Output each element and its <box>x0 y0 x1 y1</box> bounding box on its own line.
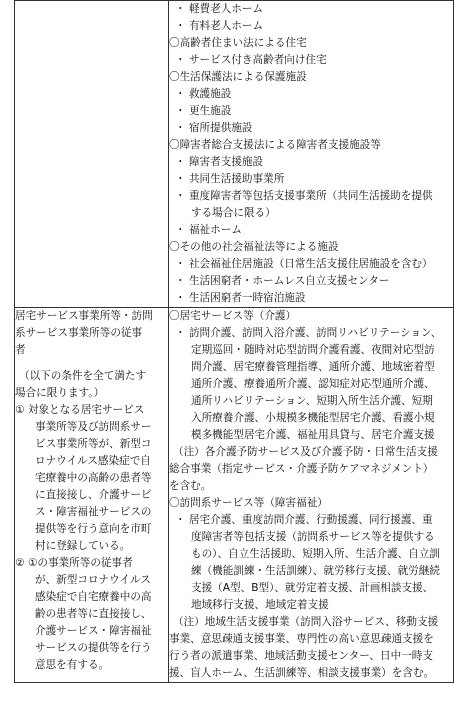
list-item: もの）、自立生活援助、短期入所、生活介護、自立訓 <box>191 548 440 560</box>
condition-item: 提供等を行う意向を市町 <box>35 523 152 535</box>
section-heading: 〇訪問系サービス等（障害福祉） <box>169 497 328 509</box>
list-item: 地域移行支援、地域定着支援 <box>191 599 329 611</box>
list-item: 度障害者等包括支援（訪問系サービス等を提供する <box>191 531 435 543</box>
list-item: 通所リハビリテーション、短期入所生活介護、短期 <box>191 395 433 407</box>
list-item: ・ 生活困窮者一時宿泊施設 <box>175 292 306 304</box>
list-item: 入所療養介護、小規模多機能型居宅介護、看護小規 <box>191 412 435 424</box>
note-text: 総合事業（指定サービス・介護予防ケアマネジメント） <box>169 463 434 475</box>
condition-item: が、新型コロナウイルス <box>35 574 151 586</box>
list-item: ・ 重度障害者等包括支援事業所（共同生活援助を提供 <box>175 190 433 202</box>
service-list-cell <box>169 308 454 683</box>
condition-item: 事業所等及び訪問系サー <box>35 421 152 433</box>
facility-list-cell <box>169 1 454 308</box>
condition-item: ① 対象となる居宅サービス <box>15 404 145 416</box>
condition-item: に直接接し、介護サービ <box>35 489 152 501</box>
target-worker-cell <box>15 308 169 683</box>
list-item: ・ 訪問介護、訪問入浴介護、訪問リハビリテーション、 <box>175 327 442 339</box>
note-text: 場合に限ります。） <box>15 387 105 399</box>
spacer <box>15 359 168 368</box>
list-item: ・ 居宅介護、重度訪問介護、行動援護、同行援護、重 <box>175 514 433 526</box>
table-row <box>15 1 454 308</box>
section-heading: 〇高齢者住まい法による住宅 <box>169 37 307 49</box>
note-text: 援、盲人ホーム、生活訓練等、相談支援事業）を含む。 <box>169 667 435 679</box>
section-heading: 居宅サービス事業所等・訪問 <box>15 310 153 322</box>
list-item: ・ 福祉ホーム <box>175 224 242 236</box>
list-item: 支援（A型、B型）、就労定着支援、計画相談支援、 <box>191 582 434 594</box>
list-item: ・ 生活困窮者・ホームレス自立支援センター <box>175 275 390 287</box>
note-text: を含む。 <box>169 480 212 492</box>
list-item: ・ 救護施設 <box>175 88 232 100</box>
table-row <box>15 308 454 683</box>
condition-item: サービスの提供等を行う <box>35 642 152 654</box>
table-cell-empty <box>15 1 169 308</box>
list-item: する場合に限る） <box>191 207 276 219</box>
condition-item: 介護サービス・障害福祉 <box>35 625 152 637</box>
condition-item: 意思を有する。 <box>35 659 110 671</box>
list-item: ・ 軽費老人ホーム <box>175 3 264 15</box>
note-text: 事業、意思疎通支援事業、専門性の高い意思疎通支援を <box>169 633 434 645</box>
section-heading: 〇その他の社会福祉法等による施設 <box>169 241 339 253</box>
note-text: 行う者の派遣事業、地域活動支援センター、日中一時支 <box>169 650 433 662</box>
section-heading: 〇居宅サービス等（介護） <box>169 310 297 322</box>
section-heading: 者 <box>15 344 26 356</box>
condition-item: 宅療養中の高齢の患者等 <box>35 472 152 484</box>
condition-item: ロナウイルス感染症で自 <box>35 455 151 467</box>
section-heading: 〇障害者総合支援法による障害者支援施設等 <box>169 139 381 151</box>
list-item: 定期巡回・随時対応型訪問介護看護、夜間対応型訪 <box>191 344 435 356</box>
condition-item: 村に登録している。 <box>35 540 131 552</box>
list-item: ・ 障害者支援施設 <box>175 156 264 168</box>
list-item: 問介護、居宅療養管理指導、通所介護、地域密着型 <box>191 361 435 373</box>
condition-item: ビス事業所等が、新型コ <box>35 438 152 450</box>
list-item: ・ サービス付き高齢者向け住宅 <box>175 54 327 66</box>
note-text: （以下の条件を全て満たす <box>19 370 147 382</box>
list-item: ・ 有料老人ホーム <box>175 20 264 32</box>
condition-item: 感染症で自宅療養中の高 <box>35 591 152 603</box>
note-text: （注）各介護予防サービス及び介護予防・日常生活支援 <box>173 446 438 458</box>
list-item: 通所介護、療養通所介護、認知症対応型通所介護、 <box>191 378 435 390</box>
condition-item: ② ①の事業所等の従事者 <box>15 557 133 569</box>
list-item: ・ 宿所提供施設 <box>175 122 253 134</box>
list-item: 練（機能訓練・生活訓練）、就労移行支援、就労継続 <box>191 565 440 577</box>
facility-table <box>14 0 454 683</box>
note-text: （注）地域生活支援事業（訪問入浴サービス、移動支援 <box>173 616 439 628</box>
list-item: ・ 共同生活援助事業所 <box>175 173 285 185</box>
list-item: ・ 社会福祉住居施設（日常生活支援住居施設を含む） <box>175 258 433 270</box>
list-item: 模多機能型居宅介護、福祉用具貸与、居宅介護支援 <box>191 429 435 441</box>
condition-item: ス・障害福祉サービスの <box>35 506 152 518</box>
list-item: ・ 更生施設 <box>175 105 232 117</box>
section-heading: 〇生活保護法による保護施設 <box>169 71 307 83</box>
section-heading: 系サービス事業所等の従事 <box>15 327 143 339</box>
condition-item: 齢の患者等に直接接し、 <box>35 608 152 620</box>
